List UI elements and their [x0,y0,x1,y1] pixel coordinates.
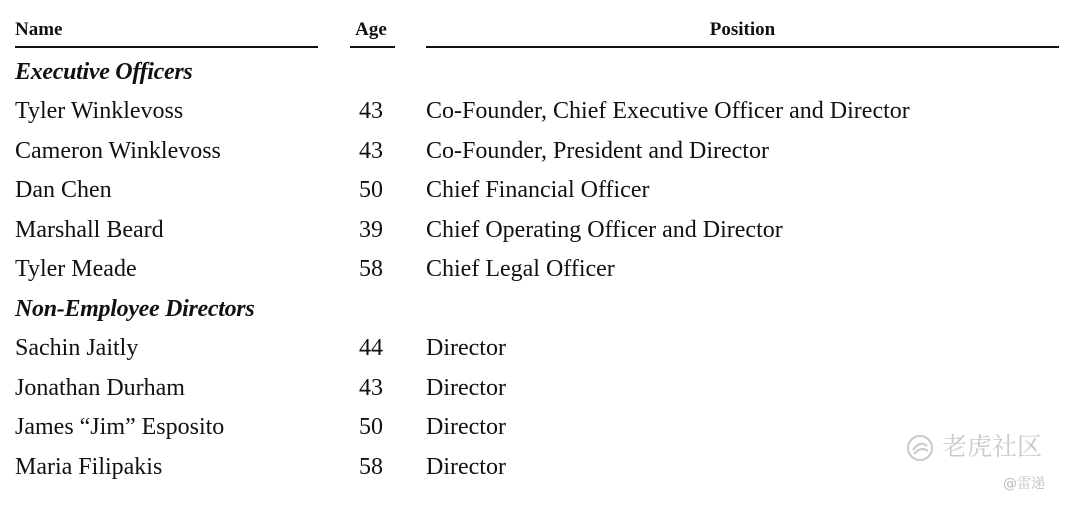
cell-position: Director [426,414,506,440]
cell-name: James “Jim” Esposito [15,414,225,440]
column-header-age: Age [355,19,387,40]
section-row [0,292,1080,328]
section-row [0,55,1080,91]
section-title: Non-Employee Directors [15,296,255,322]
header-rule-name [15,46,318,48]
table-row [0,213,1080,249]
table-row [0,331,1080,367]
cell-name: Dan Chen [15,177,112,203]
cell-age: 44 [359,335,383,361]
section-title: Executive Officers [15,59,193,85]
cell-name: Tyler Winklevoss [15,98,184,124]
cell-age: 43 [359,375,383,401]
cell-age: 58 [359,256,383,282]
table-row [0,371,1080,407]
table-row [0,252,1080,288]
column-header-name: Name [15,19,63,40]
cell-position: Co-Founder, President and Director [426,138,769,164]
tiger-logo-icon [906,434,934,462]
cell-age: 50 [359,177,383,203]
cell-name: Sachin Jaitly [15,335,139,361]
table-row [0,94,1080,130]
cell-position: Director [426,375,506,401]
cell-age: 43 [359,138,383,164]
header-rule-age [350,46,395,48]
cell-name: Tyler Meade [15,256,137,282]
cell-age: 58 [359,454,383,480]
watermark-text: 老虎社区 [942,432,1043,461]
cell-name: Cameron Winklevoss [15,138,221,164]
cell-age: 50 [359,414,383,440]
cell-position: Chief Legal Officer [426,256,615,282]
cell-name: Maria Filipakis [15,454,163,480]
cell-position: Director [426,454,506,480]
cell-position: Chief Operating Officer and Director [426,217,783,243]
column-header-position: Position [709,19,776,40]
table-row [0,173,1080,209]
cell-position: Chief Financial Officer [426,177,650,203]
watermark-handle: @雷递 [1003,476,1045,492]
cell-position: Co-Founder, Chief Executive Officer and Director [426,98,910,124]
header-rule-position [426,46,1059,48]
cell-name: Marshall Beard [15,217,164,243]
table-row [0,134,1080,170]
cell-age: 39 [359,217,383,243]
cell-name: Jonathan Durham [15,375,185,401]
cell-age: 43 [359,98,383,124]
watermark [906,430,1042,464]
cell-position: Director [426,335,506,361]
